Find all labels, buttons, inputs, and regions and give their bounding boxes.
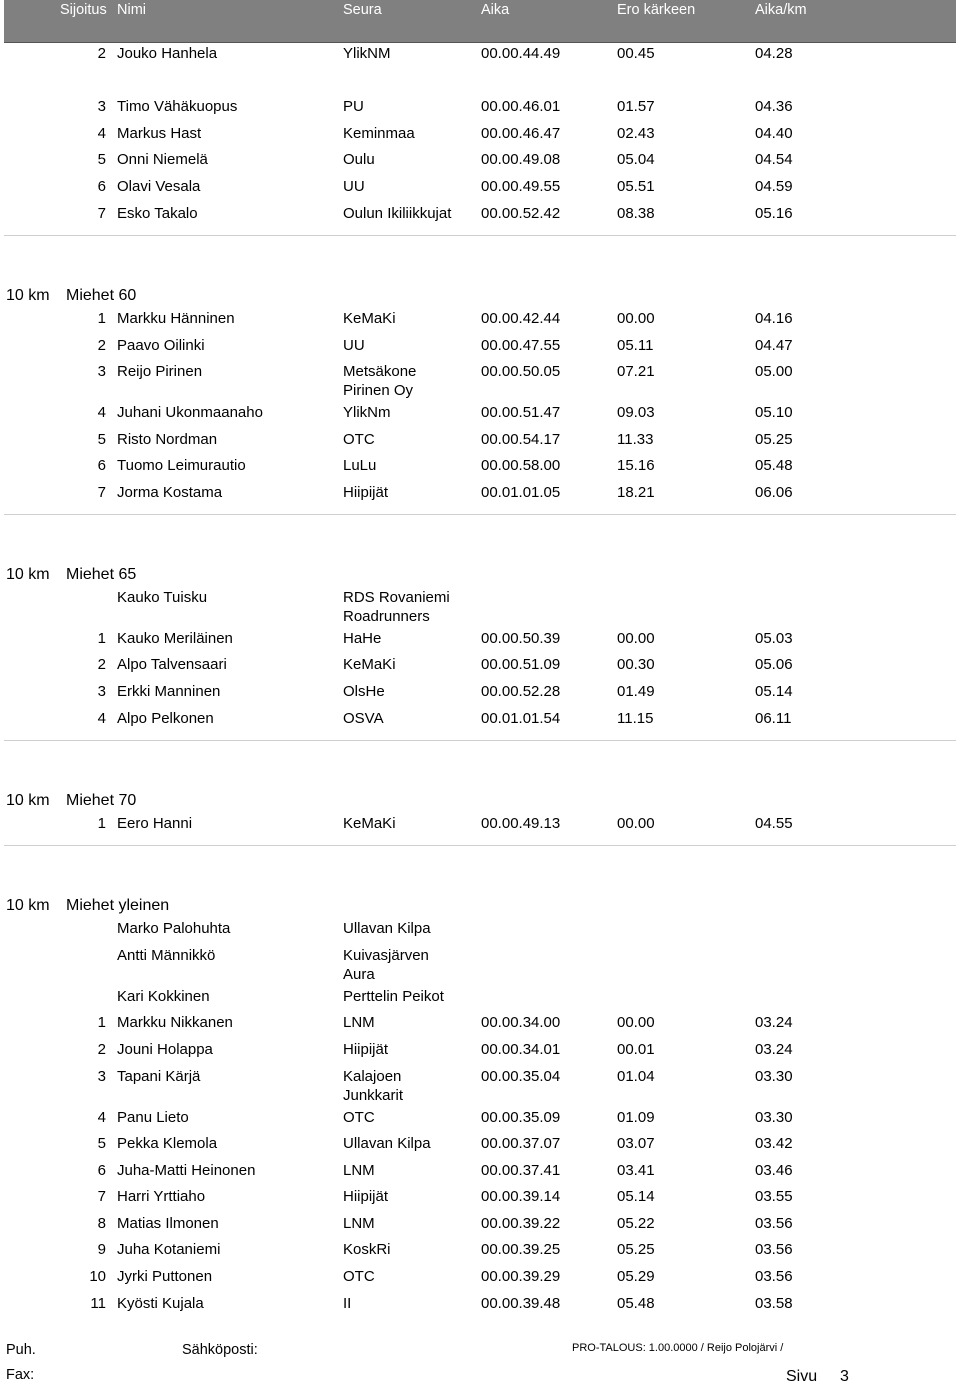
finish-time: 00.00.51.47 — [481, 404, 561, 421]
finish-time: 00.00.49.08 — [481, 151, 561, 168]
finish-time: 00.00.52.28 — [481, 683, 561, 700]
runner-name: Matias Ilmonen — [117, 1215, 219, 1232]
runner-name: Jyrki Puttonen — [117, 1268, 213, 1285]
table-row — [0, 987, 960, 1007]
finish-time: 00.00.39.48 — [481, 1295, 561, 1312]
column-header-name: Nimi — [117, 2, 146, 18]
club-name: Ullavan Kilpa — [343, 1135, 431, 1152]
result-position: 7 — [97, 1188, 106, 1205]
gap-to-leader: 05.25 — [617, 1241, 655, 1258]
club-name: Oulu — [343, 151, 375, 168]
pace-per-km: 05.03 — [755, 630, 793, 647]
runner-name: Juhani Ukonmaanaho — [117, 404, 263, 421]
club-name: OTC — [343, 1109, 375, 1126]
table-row — [0, 629, 960, 649]
club-name: UU — [343, 337, 365, 354]
runner-name: Onni Niemelä — [117, 151, 208, 168]
finish-time: 00.01.01.54 — [481, 710, 561, 727]
table-row — [0, 204, 960, 224]
finish-time: 00.01.01.05 — [481, 484, 561, 501]
pace-per-km: 04.28 — [755, 45, 793, 62]
gap-to-leader: 09.03 — [617, 404, 655, 421]
runner-name: Risto Nordman — [117, 431, 218, 448]
pace-per-km: 03.42 — [755, 1135, 793, 1152]
gap-to-leader: 05.51 — [617, 178, 655, 195]
gap-to-leader: 01.04 — [617, 1068, 655, 1085]
club-name: II — [343, 1295, 352, 1312]
club-name: KeMaKi — [343, 310, 396, 327]
club-name: Hiipijät — [343, 484, 389, 501]
club-name: KeMaKi — [343, 656, 396, 673]
pace-per-km: 04.47 — [755, 337, 793, 354]
finish-time: 00.00.39.29 — [481, 1268, 561, 1285]
runner-name: Antti Männikkö — [117, 947, 216, 964]
gap-to-leader: 05.11 — [617, 337, 654, 354]
finish-time: 00.00.34.01 — [481, 1041, 561, 1058]
result-position: 5 — [97, 1135, 106, 1152]
pace-per-km: 05.48 — [755, 457, 793, 474]
section-divider — [4, 845, 956, 846]
phone-label: Puh. — [6, 1342, 36, 1358]
section-distance: 10 km — [6, 566, 50, 583]
table-row — [0, 1161, 960, 1181]
gap-to-leader: 07.21 — [617, 363, 655, 380]
pace-per-km: 06.11 — [755, 710, 792, 727]
table-row — [0, 430, 960, 450]
gap-to-leader: 03.41 — [617, 1162, 655, 1179]
club-name: LNM — [343, 1014, 375, 1031]
pace-per-km: 05.16 — [755, 205, 793, 222]
pace-per-km: 03.56 — [755, 1215, 793, 1232]
section-divider — [4, 514, 956, 515]
pace-per-km: 05.14 — [755, 683, 793, 700]
finish-time: 00.00.37.07 — [481, 1135, 561, 1152]
runner-name: Kauko Tuisku — [117, 589, 208, 606]
table-row — [0, 1214, 960, 1234]
finish-time: 00.00.39.14 — [481, 1188, 561, 1205]
result-position: 5 — [97, 151, 106, 168]
club-name: Perttelin Peikot — [343, 988, 444, 1005]
result-position: 2 — [97, 1041, 106, 1058]
runner-name: Marko Palohuhta — [117, 920, 231, 937]
finish-time: 00.00.46.47 — [481, 125, 561, 142]
gap-to-leader: 00.00 — [617, 310, 655, 327]
gap-to-leader: 01.09 — [617, 1109, 655, 1126]
table-row — [0, 682, 960, 702]
section-distance: 10 km — [6, 287, 50, 304]
gap-to-leader: 00.45 — [617, 45, 655, 62]
column-header-pace: Aika/km — [755, 2, 807, 18]
column-header-gap: Ero kärkeen — [617, 2, 696, 18]
table-row — [0, 336, 960, 356]
table-row — [0, 1040, 960, 1060]
gap-to-leader: 05.48 — [617, 1295, 655, 1312]
gap-to-leader: 05.04 — [617, 151, 655, 168]
runner-name: Markus Hast — [117, 125, 202, 142]
club-name: YlikNM — [343, 45, 391, 62]
result-position: 4 — [97, 404, 106, 421]
section-class: Miehet 60 — [66, 287, 137, 304]
section-heading — [6, 896, 169, 916]
column-header-club: Seura — [343, 2, 382, 18]
table-row — [0, 44, 960, 64]
table-row — [0, 362, 960, 399]
club-name: LuLu — [343, 457, 377, 474]
club-name: YlikNm — [343, 404, 391, 421]
section-divider — [4, 235, 956, 236]
section-class: Miehet 70 — [66, 792, 137, 809]
pace-per-km: 03.30 — [755, 1109, 793, 1126]
finish-time: 00.00.52.42 — [481, 205, 561, 222]
result-position: 9 — [97, 1241, 106, 1258]
table-row — [0, 150, 960, 170]
pace-per-km: 04.54 — [755, 151, 793, 168]
table-row — [0, 309, 960, 329]
table-row — [0, 456, 960, 476]
result-position: 11 — [90, 1295, 106, 1312]
club-name: LNM — [343, 1215, 375, 1232]
result-position: 3 — [97, 363, 106, 380]
pace-per-km: 06.06 — [755, 484, 793, 501]
runner-name: Jouko Hanhela — [117, 45, 218, 62]
gap-to-leader: 15.16 — [617, 457, 655, 474]
table-row — [0, 483, 960, 503]
runner-name: Kyösti Kujala — [117, 1295, 204, 1312]
result-position: 1 — [97, 310, 106, 327]
result-position: 3 — [97, 683, 106, 700]
result-position: 1 — [97, 630, 106, 647]
club-name: Oulun Ikiliikkujat — [343, 205, 452, 222]
pace-per-km: 03.58 — [755, 1295, 793, 1312]
result-position: 2 — [97, 656, 106, 673]
pace-per-km: 05.10 — [755, 404, 793, 421]
runner-name: Tapani Kärjä — [117, 1068, 201, 1085]
runner-name: Kari Kokkinen — [117, 988, 210, 1005]
club-name: KoskRi — [343, 1241, 391, 1258]
result-position: 3 — [97, 1068, 106, 1085]
runner-name: Tuomo Leimurautio — [117, 457, 246, 474]
pace-per-km: 03.56 — [755, 1268, 793, 1285]
gap-to-leader: 00.30 — [617, 656, 655, 673]
table-row — [0, 1108, 960, 1128]
table-row — [0, 814, 960, 834]
pace-per-km: 04.59 — [755, 178, 793, 195]
section-class: Miehet yleinen — [66, 897, 170, 914]
club-name: OTC — [343, 1268, 375, 1285]
runner-name: Juha Kotaniemi — [117, 1241, 221, 1258]
pace-per-km: 04.16 — [755, 310, 793, 327]
runner-name: Eero Hanni — [117, 815, 193, 832]
result-position: 7 — [97, 205, 106, 222]
table-row — [0, 1187, 960, 1207]
result-position: 4 — [97, 710, 106, 727]
result-position: 2 — [97, 337, 106, 354]
club-name: Kalajoen Junkkarit — [343, 1068, 404, 1104]
finish-time: 00.00.39.25 — [481, 1241, 561, 1258]
results-table-header — [4, 0, 956, 43]
page-label: Sivu — [786, 1368, 818, 1385]
club-name: OlsHe — [343, 683, 385, 700]
runner-name: Markku Hänninen — [117, 310, 235, 327]
pace-per-km: 03.24 — [755, 1014, 793, 1031]
pace-per-km: 05.00 — [755, 363, 793, 380]
table-row — [0, 1134, 960, 1154]
club-name: OTC — [343, 431, 375, 448]
section-distance: 10 km — [6, 792, 50, 809]
table-row — [0, 177, 960, 197]
runner-name: Jorma Kostama — [117, 484, 223, 501]
result-position: 10 — [89, 1268, 106, 1285]
finish-time: 00.00.49.13 — [481, 815, 561, 832]
result-position: 5 — [97, 431, 106, 448]
pace-per-km: 04.55 — [755, 815, 793, 832]
pace-per-km: 05.25 — [755, 431, 793, 448]
table-row — [0, 403, 960, 423]
runner-name: Jouni Holappa — [117, 1041, 213, 1058]
result-position: 2 — [97, 45, 106, 62]
gap-to-leader: 00.00 — [617, 815, 655, 832]
pace-per-km: 03.30 — [755, 1068, 793, 1085]
section-heading — [6, 565, 136, 585]
finish-time: 00.00.54.17 — [481, 431, 561, 448]
gap-to-leader: 05.14 — [617, 1188, 655, 1205]
pace-per-km: 04.40 — [755, 125, 793, 142]
result-position: 1 — [97, 815, 106, 832]
table-row — [0, 1013, 960, 1033]
table-row — [0, 1294, 960, 1314]
runner-name: Paavo Oilinki — [117, 337, 205, 354]
runner-name: Reijo Pirinen — [117, 363, 203, 380]
gap-to-leader: 08.38 — [617, 205, 655, 222]
finish-time: 00.00.35.09 — [481, 1109, 561, 1126]
finish-time: 00.00.50.05 — [481, 363, 561, 380]
runner-name: Juha-Matti Heinonen — [117, 1162, 256, 1179]
table-row — [0, 1240, 960, 1260]
gap-to-leader: 18.21 — [617, 484, 655, 501]
finish-time: 00.00.37.41 — [481, 1162, 561, 1179]
runner-name: Timo Vähäkuopus — [117, 98, 238, 115]
club-name: Metsäkone Pirinen Oy — [343, 363, 417, 399]
runner-name: Alpo Talvensaari — [117, 656, 227, 673]
table-row — [0, 709, 960, 729]
result-position: 7 — [97, 484, 106, 501]
result-position: 6 — [97, 457, 106, 474]
result-position: 6 — [97, 178, 106, 195]
runner-name: Esko Takalo — [117, 205, 198, 222]
section-heading — [6, 791, 136, 811]
pace-per-km: 05.06 — [755, 656, 793, 673]
gap-to-leader: 00.00 — [617, 630, 655, 647]
club-name: Keminmaa — [343, 125, 415, 142]
club-name: Hiipijät — [343, 1188, 389, 1205]
club-name: RDS Rovaniemi Roadrunners — [343, 589, 450, 625]
runner-name: Panu Lieto — [117, 1109, 189, 1126]
fax-label: Fax: — [6, 1367, 35, 1383]
finish-time: 00.00.39.22 — [481, 1215, 561, 1232]
finish-time: 00.00.47.55 — [481, 337, 561, 354]
gap-to-leader: 05.22 — [617, 1215, 655, 1232]
result-position: 4 — [97, 125, 106, 142]
runner-name: Kauko Meriläinen — [117, 630, 233, 647]
club-name: Hiipijät — [343, 1041, 389, 1058]
table-row — [0, 1267, 960, 1287]
gap-to-leader: 01.57 — [617, 98, 655, 115]
table-row — [0, 1067, 960, 1104]
finish-time: 00.00.34.00 — [481, 1014, 561, 1031]
result-position: 6 — [97, 1162, 106, 1179]
software-credit: PRO-TALOUS: 1.00.0000 / Reijo Polojärvi / — [572, 1342, 784, 1354]
runner-name: Markku Nikkanen — [117, 1014, 233, 1031]
pace-per-km: 04.36 — [755, 98, 793, 115]
section-distance: 10 km — [6, 897, 50, 914]
runner-name: Alpo Pelkonen — [117, 710, 214, 727]
table-row — [0, 655, 960, 675]
club-name: LNM — [343, 1162, 375, 1179]
gap-to-leader: 03.07 — [617, 1135, 655, 1152]
club-name: UU — [343, 178, 365, 195]
column-header-position: Sijoitus — [60, 2, 107, 18]
gap-to-leader: 00.01 — [617, 1041, 655, 1058]
runner-name: Erkki Manninen — [117, 683, 221, 700]
pace-per-km: 03.56 — [755, 1241, 793, 1258]
column-header-time: Aika — [481, 2, 510, 18]
gap-to-leader: 11.33 — [617, 431, 654, 448]
gap-to-leader: 11.15 — [617, 710, 654, 727]
section-class: Miehet 65 — [66, 566, 137, 583]
gap-to-leader: 01.49 — [617, 683, 655, 700]
result-position: 8 — [97, 1215, 106, 1232]
email-label: Sähköposti: — [182, 1342, 258, 1358]
club-name: HaHe — [343, 630, 382, 647]
section-heading — [6, 286, 136, 306]
result-position: 1 — [97, 1014, 106, 1031]
club-name: OSVA — [343, 710, 384, 727]
gap-to-leader: 02.43 — [617, 125, 655, 142]
table-row — [0, 124, 960, 144]
finish-time: 00.00.51.09 — [481, 656, 561, 673]
club-name: Ullavan Kilpa — [343, 920, 431, 937]
runner-name: Pekka Klemola — [117, 1135, 218, 1152]
result-position: 4 — [97, 1109, 106, 1126]
club-name: PU — [343, 98, 364, 115]
finish-time: 00.00.46.01 — [481, 98, 561, 115]
finish-time: 00.00.44.49 — [481, 45, 561, 62]
table-row — [0, 946, 960, 983]
page-number: 3 — [840, 1368, 849, 1385]
result-position: 3 — [97, 98, 106, 115]
finish-time: 00.00.42.44 — [481, 310, 561, 327]
pace-per-km: 03.55 — [755, 1188, 793, 1205]
gap-to-leader: 05.29 — [617, 1268, 655, 1285]
table-row — [0, 919, 960, 939]
club-name: KeMaKi — [343, 815, 396, 832]
finish-time: 00.00.58.00 — [481, 457, 561, 474]
finish-time: 00.00.35.04 — [481, 1068, 561, 1085]
runner-name: Harri Yrttiaho — [117, 1188, 206, 1205]
gap-to-leader: 00.00 — [617, 1014, 655, 1031]
pace-per-km: 03.24 — [755, 1041, 793, 1058]
runner-name: Olavi Vesala — [117, 178, 201, 195]
table-row — [0, 588, 960, 625]
table-row — [0, 97, 960, 117]
club-name: Kuivasjärven Aura — [343, 947, 429, 983]
finish-time: 00.00.50.39 — [481, 630, 561, 647]
pace-per-km: 03.46 — [755, 1162, 793, 1179]
section-divider — [4, 740, 956, 741]
finish-time: 00.00.49.55 — [481, 178, 561, 195]
